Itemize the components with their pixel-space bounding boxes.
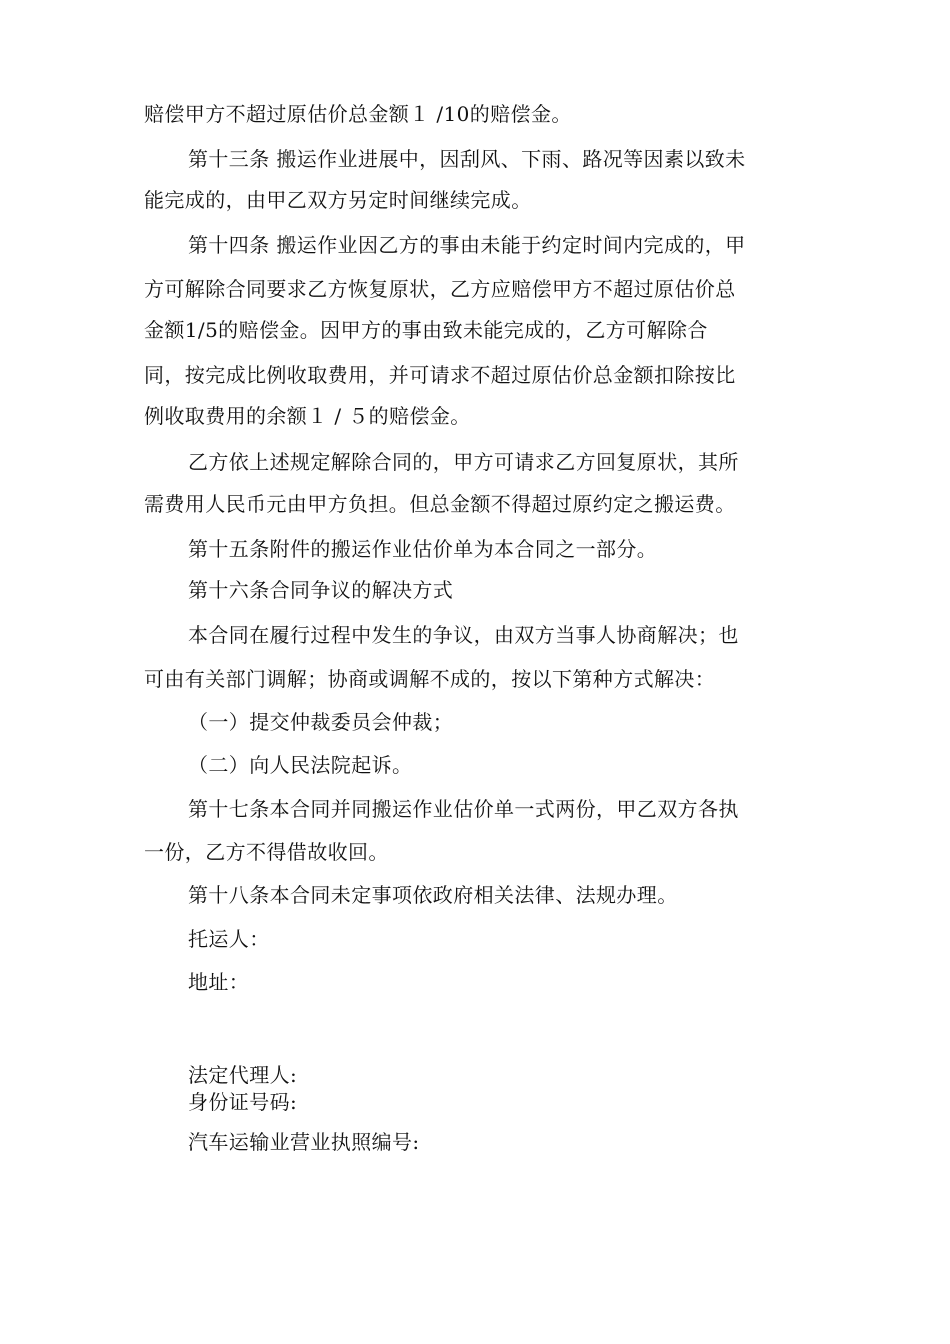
text-line: 一份，乙方不得借故收回。 bbox=[144, 840, 389, 864]
text-line: 法定代理人: bbox=[188, 1063, 298, 1087]
text-line: 本合同在履行过程中发生的争议，由双方当事人协商解决；也 bbox=[188, 623, 739, 647]
text-line: 第十五条附件的搬运作业估价单为本合同之一部分。 bbox=[188, 537, 658, 561]
text-line: 需费用人民币元由甲方负担。但总金额不得超过原约定之搬运费。 bbox=[144, 492, 736, 516]
text-line: 托运人： bbox=[188, 927, 270, 951]
text-line: 乙方依上述规定解除合同的，甲方可请求乙方回复原状，其所 bbox=[188, 450, 739, 474]
text-line: 第十八条本合同未定事项依政府相关法律、法规办理。 bbox=[188, 883, 678, 907]
text-line: （二）向人民法院起诉。 bbox=[188, 753, 413, 777]
text-line: 例收取费用的余额１ / ５的赔偿金。 bbox=[144, 404, 471, 428]
text-line: 身份证号码: bbox=[188, 1090, 298, 1114]
text-line: 第十七条本合同并同搬运作业估价单一式两份，甲乙双方各执 bbox=[188, 797, 739, 821]
text-line: 地址： bbox=[188, 970, 250, 994]
text-line: 方可解除合同要求乙方恢复原状，乙方应赔偿甲方不超过原估价总 bbox=[144, 277, 736, 301]
text-line: 第十四条 搬运作业因乙方的事由未能于约定时间内完成的，甲 bbox=[188, 233, 746, 257]
text-line: 第十六条合同争议的解决方式 bbox=[188, 578, 454, 602]
text-line: 金额1/5的赔偿金。因甲方的事由致未能完成的，乙方可解除合 bbox=[144, 318, 708, 342]
text-line: 赔偿甲方不超过原估价总金额１ /10的赔偿金。 bbox=[144, 102, 572, 126]
text-line: （一）提交仲裁委员会仲裁； bbox=[188, 710, 454, 734]
text-line: 可由有关部门调解；协商或调解不成的，按以下第种方式解决： bbox=[144, 667, 716, 691]
text-line: 第十三条 搬运作业进展中，因刮风、下雨、路况等因素以致未 bbox=[188, 147, 746, 171]
text-line: 能完成的，由甲乙双方另定时间继续完成。 bbox=[144, 188, 532, 212]
text-line: 汽车运输业营业执照编号: bbox=[188, 1130, 420, 1154]
text-line: 同，按完成比例收取费用，并可请求不超过原估价总金额扣除按比 bbox=[144, 363, 736, 387]
